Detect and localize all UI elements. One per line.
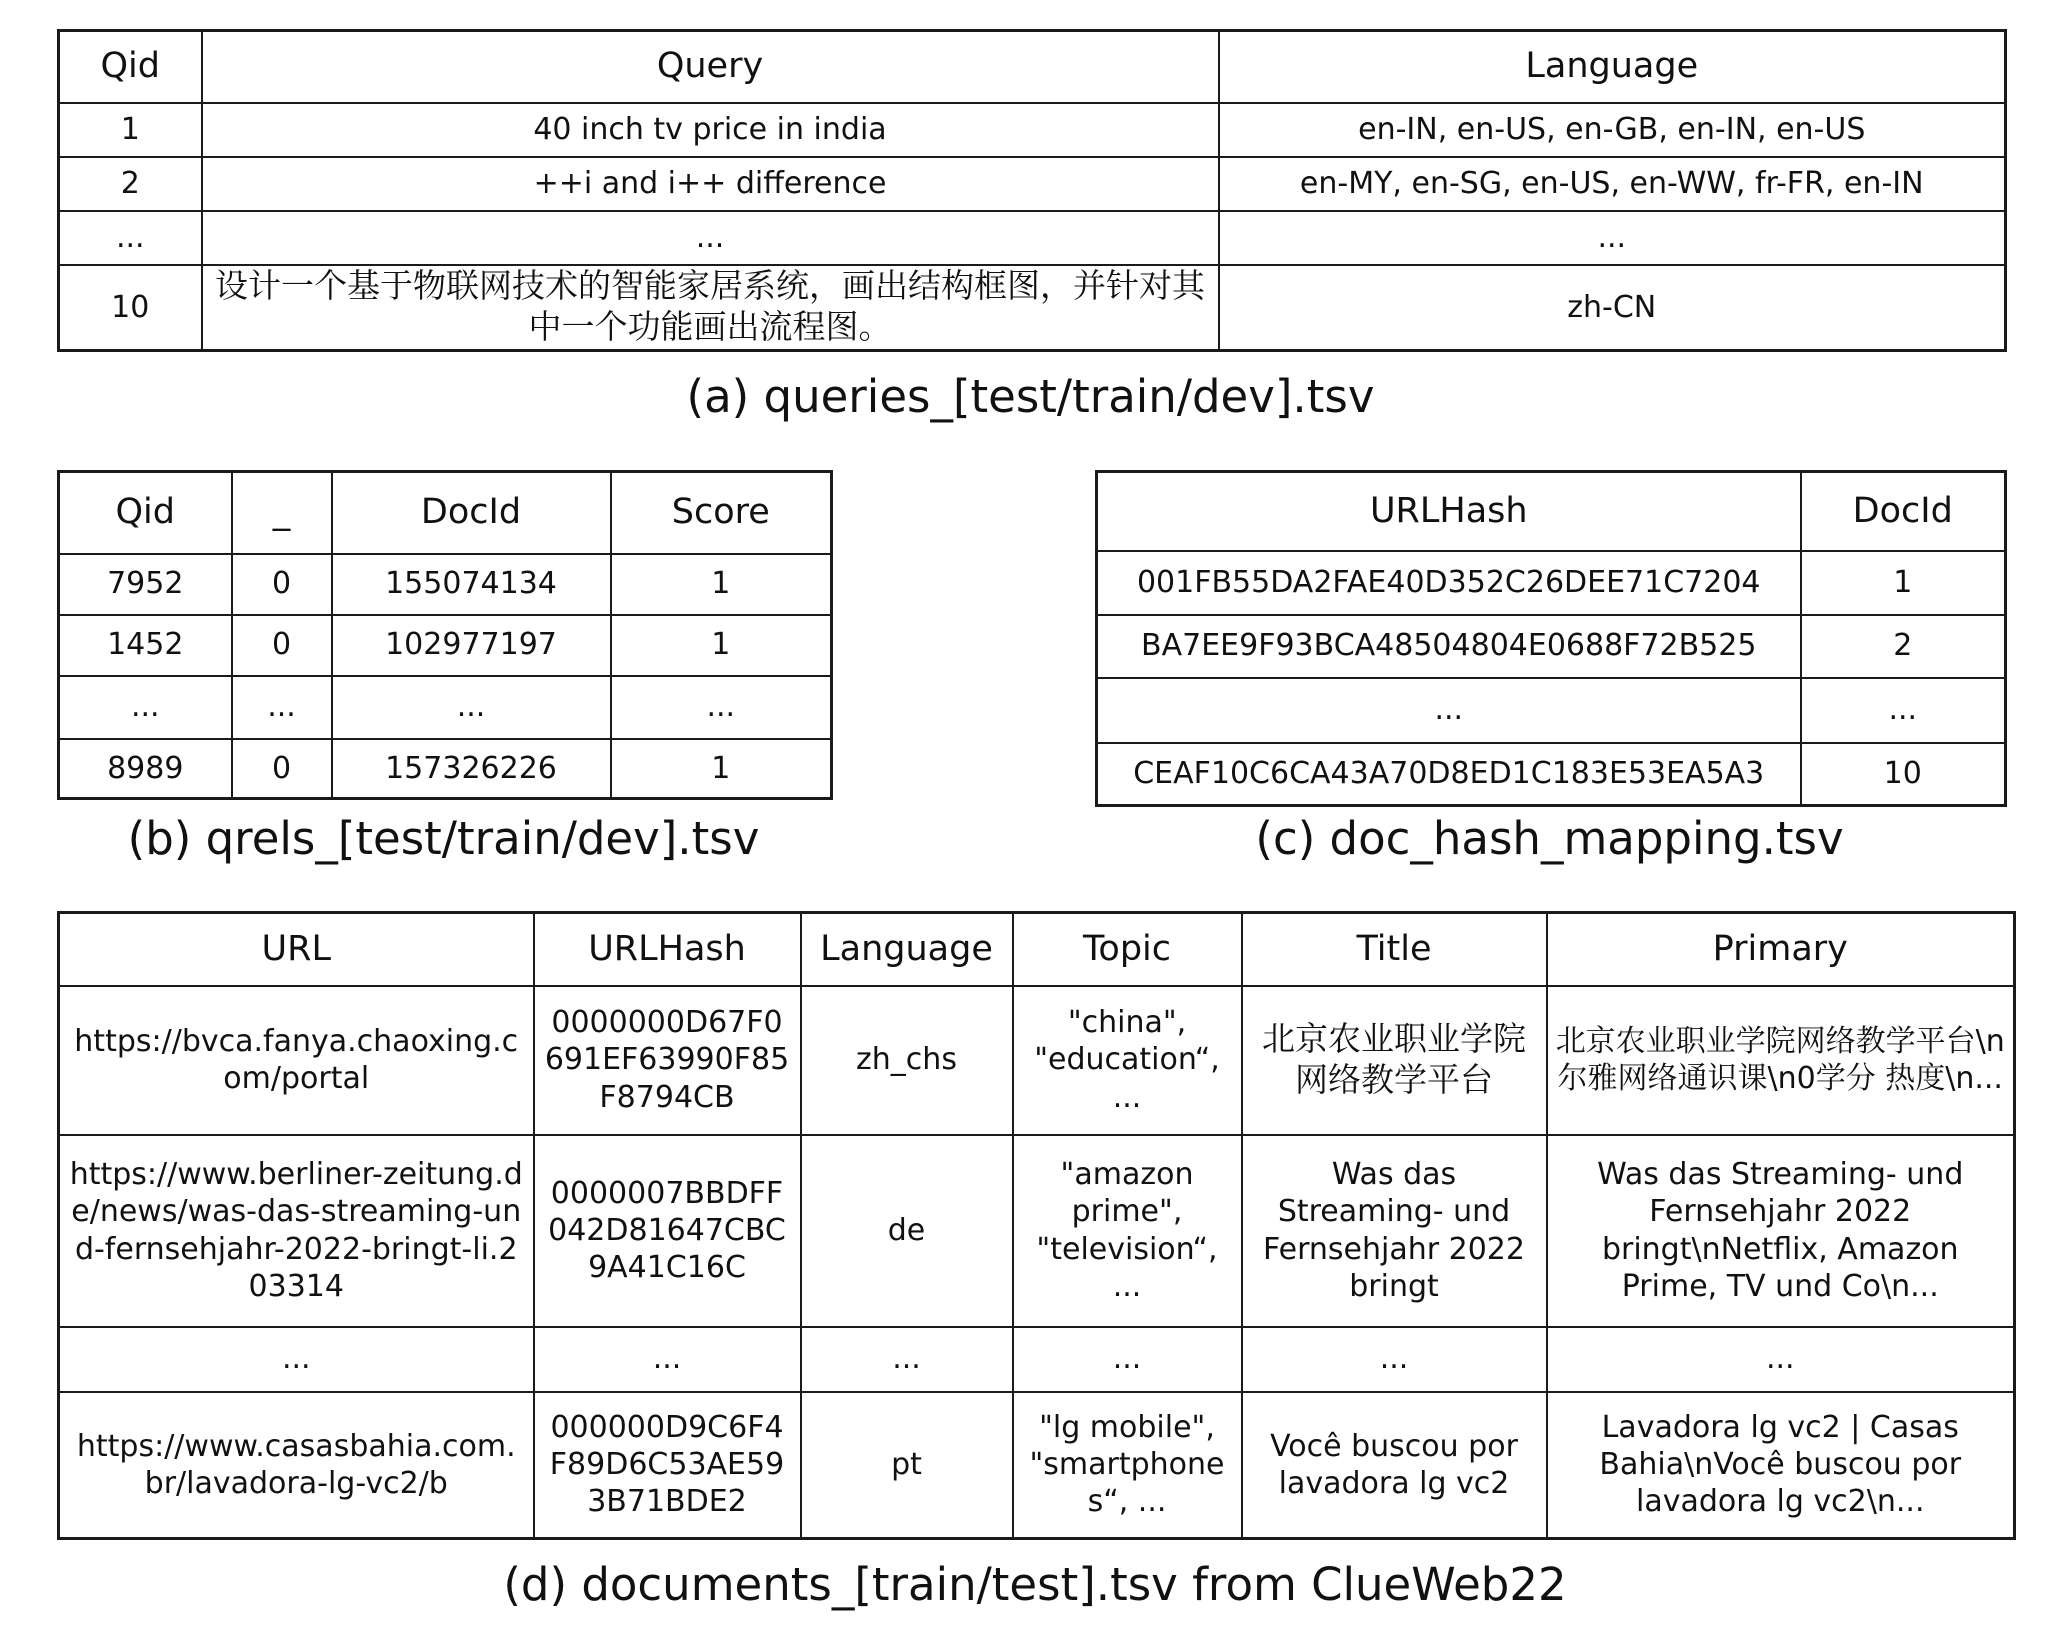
- table-cell: 1: [611, 615, 832, 676]
- table-header-row: [59, 31, 2006, 103]
- table-cell: ...: [59, 676, 232, 739]
- table-cell: ...: [1013, 1327, 1242, 1392]
- caption-qrels: (b) qrels_[test/train/dev].tsv: [127, 812, 760, 865]
- table-cell: Você buscou por lavadora lg vc2: [1242, 1392, 1547, 1539]
- table-cell: BA7EE9F93BCA48504804E0688F72B525: [1097, 615, 1801, 678]
- table-cell: 2: [1801, 615, 2006, 678]
- table-cell: ++i and i++ difference: [202, 157, 1219, 211]
- table-cell: 2: [59, 157, 202, 211]
- caption-hash-mapping: (c) doc_hash_mapping.tsv: [1255, 812, 1844, 865]
- documents-table: [57, 911, 2016, 1540]
- table-cell: ...: [1242, 1327, 1547, 1392]
- table-row: [1097, 551, 2006, 615]
- table-cell: ...: [534, 1327, 801, 1392]
- table-cell: Was das Streaming- und Fernsehjahr 2022 bringt\nNetflix, Amazon Prime, TV und Co\n...: [1547, 1135, 2015, 1327]
- table-cell: 7952: [59, 554, 232, 615]
- column-header: Primary: [1547, 913, 2015, 986]
- column-header: Score: [611, 472, 832, 554]
- table-cell: ...: [1547, 1327, 2015, 1392]
- column-header: _: [232, 472, 332, 554]
- table-cell: 157326226: [332, 739, 611, 799]
- table-cell: 1452: [59, 615, 232, 676]
- table-cell: 155074134: [332, 554, 611, 615]
- table-row: [59, 615, 832, 676]
- table-cell: ...: [202, 211, 1219, 265]
- column-header: Language: [801, 913, 1013, 986]
- table-cell: 0000007BBDFF042D81647CBC9A41C16C: [534, 1135, 801, 1327]
- table-cell: ...: [801, 1327, 1013, 1392]
- table-cell: "amazon prime", "television“, ...: [1013, 1135, 1242, 1327]
- table-row: [1097, 615, 2006, 678]
- caption-documents: (d) documents_[train/test].tsv from ClueWeb22: [503, 1558, 1567, 1611]
- queries-table: [57, 29, 2007, 352]
- table-cell: 0: [232, 739, 332, 799]
- column-header: Language: [1219, 31, 2006, 103]
- table-header-row: [59, 472, 832, 554]
- table-header-row: [59, 913, 2015, 986]
- table-cell: CEAF10C6CA43A70D8ED1C183E53EA5A3: [1097, 743, 1801, 806]
- table-cell: de: [801, 1135, 1013, 1327]
- table-cell: 10: [59, 265, 202, 351]
- table-cell: 102977197: [332, 615, 611, 676]
- table-row: [59, 739, 832, 799]
- caption-queries: (a) queries_[test/train/dev].tsv: [686, 370, 1375, 423]
- table-cell: ...: [1219, 211, 2006, 265]
- table-cell: 10: [1801, 743, 2006, 806]
- table-row: [59, 676, 832, 739]
- table-cell: ...: [59, 211, 202, 265]
- table-header-row: [1097, 472, 2006, 551]
- table-row: [1097, 678, 2006, 743]
- table-cell: 8989: [59, 739, 232, 799]
- table-cell: "china", "education“, ...: [1013, 986, 1242, 1135]
- table-cell: 1: [1801, 551, 2006, 615]
- column-header: URL: [59, 913, 534, 986]
- column-header: DocId: [332, 472, 611, 554]
- table-cell: en-IN, en-US, en-GB, en-IN, en-US: [1219, 103, 2006, 157]
- table-row: [59, 103, 2006, 157]
- table-cell: Was das Streaming- und Fernsehjahr 2022 bringt: [1242, 1135, 1547, 1327]
- table-row: [59, 1327, 2015, 1392]
- qrels-table: [57, 470, 833, 800]
- table-cell: 设计一个基于物联网技术的智能家居系统，画出结构框图，并针对其中一个功能画出流程图。: [202, 265, 1219, 351]
- table-cell: https://www.casasbahia.com.br/lavadora-lg-vc2/b: [59, 1392, 534, 1539]
- table-cell: ...: [59, 1327, 534, 1392]
- table-cell: https://www.berliner-zeitung.de/news/was-das-streaming-und-fernsehjahr-2022-bringt-li.203314: [59, 1135, 534, 1327]
- table-cell: ...: [611, 676, 832, 739]
- table-cell: 1: [59, 103, 202, 157]
- table-cell: zh-CN: [1219, 265, 2006, 351]
- table-row: [59, 554, 832, 615]
- table-cell: ...: [332, 676, 611, 739]
- table-cell: zh_chs: [801, 986, 1013, 1135]
- table-row: [59, 265, 2006, 351]
- table-cell: ...: [1801, 678, 2006, 743]
- column-header: Query: [202, 31, 1219, 103]
- table-cell: 000000D9C6F4F89D6C53AE593B71BDE2: [534, 1392, 801, 1539]
- table-cell: Lavadora lg vc2 | Casas Bahia\nVocê buscou por lavadora lg vc2\n...: [1547, 1392, 2015, 1539]
- column-header: URLHash: [534, 913, 801, 986]
- table-cell: 1: [611, 739, 832, 799]
- column-header: Qid: [59, 472, 232, 554]
- column-header: DocId: [1801, 472, 2006, 551]
- table-cell: 北京农业职业学院网络教学平台\n尔雅网络通识课\n0学分 热度\n...: [1547, 986, 2015, 1135]
- column-header: URLHash: [1097, 472, 1801, 551]
- table-row: [59, 986, 2015, 1135]
- table-cell: 1: [611, 554, 832, 615]
- column-header: Qid: [59, 31, 202, 103]
- column-header: Topic: [1013, 913, 1242, 986]
- table-cell: en-MY, en-SG, en-US, en-WW, fr-FR, en-IN: [1219, 157, 2006, 211]
- table-cell: 0: [232, 615, 332, 676]
- table-row: [1097, 743, 2006, 806]
- table-cell: "lg mobile", "smartphones“, ...: [1013, 1392, 1242, 1539]
- table-cell: 0000000D67F0691EF63990F85F8794CB: [534, 986, 801, 1135]
- table-cell: 001FB55DA2FAE40D352C26DEE71C7204: [1097, 551, 1801, 615]
- table-row: [59, 1392, 2015, 1539]
- table-row: [59, 211, 2006, 265]
- table-cell: pt: [801, 1392, 1013, 1539]
- hash-mapping-table: [1095, 470, 2007, 807]
- table-cell: 40 inch tv price in india: [202, 103, 1219, 157]
- table-cell: 北京农业职业学院网络教学平台: [1242, 986, 1547, 1135]
- table-row: [59, 157, 2006, 211]
- table-cell: https://bvca.fanya.chaoxing.com/portal: [59, 986, 534, 1135]
- table-row: [59, 1135, 2015, 1327]
- table-cell: ...: [1097, 678, 1801, 743]
- table-cell: ...: [232, 676, 332, 739]
- table-cell: 0: [232, 554, 332, 615]
- column-header: Title: [1242, 913, 1547, 986]
